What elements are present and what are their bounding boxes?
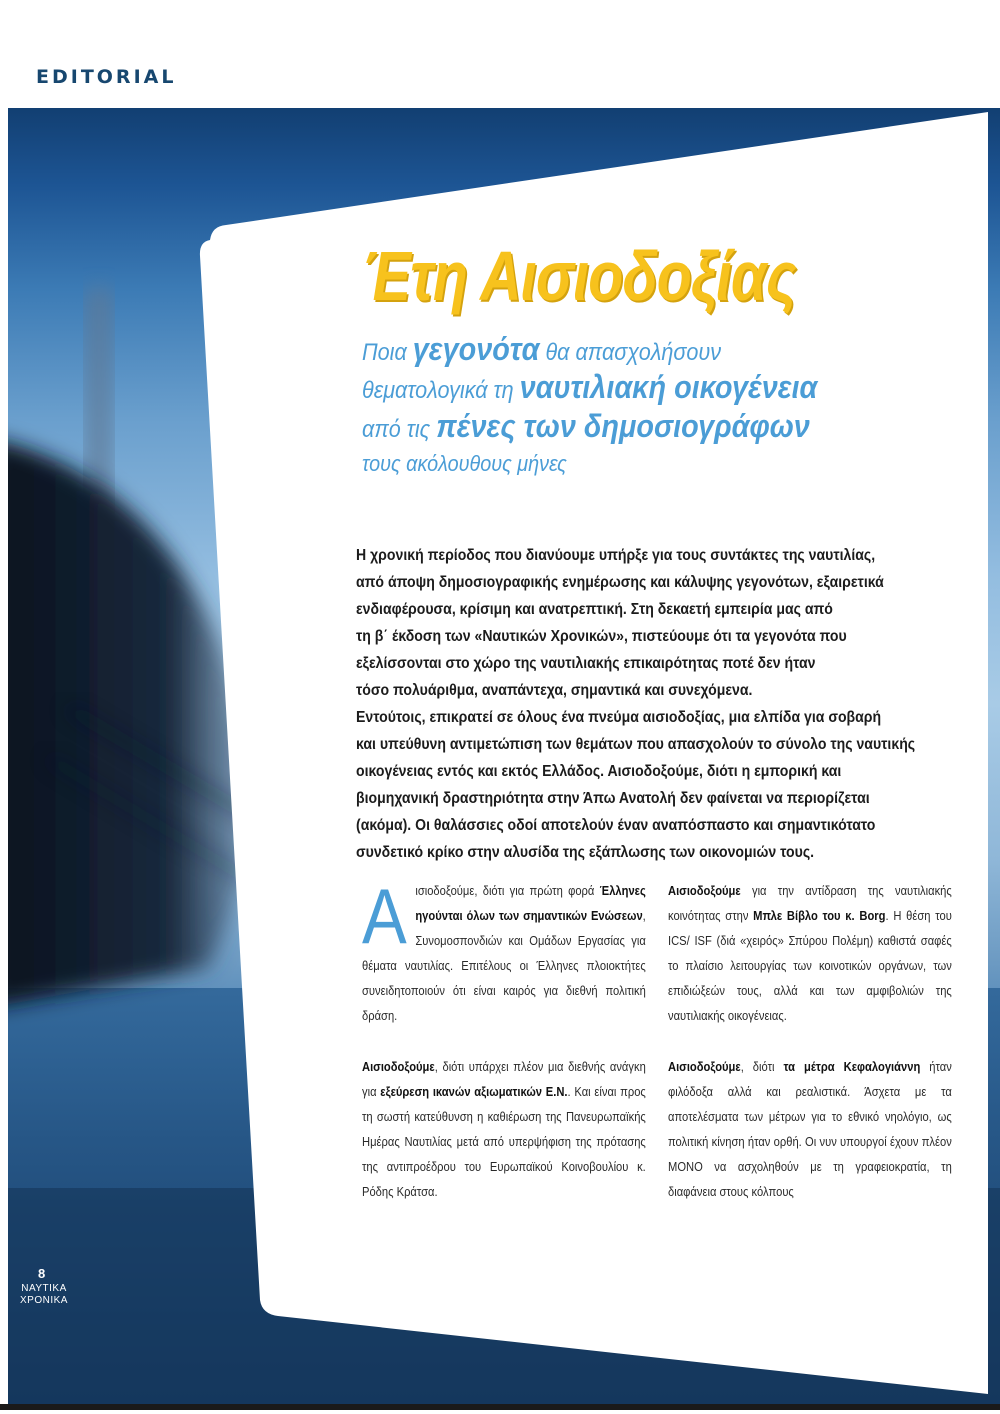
magazine-name	[18, 1283, 70, 1307]
paragraph-emphasis: Αισιοδοξούμε	[362, 1059, 435, 1074]
subtitle-text: θεματολογικά τη	[362, 377, 520, 404]
paragraph-text: , διότι	[740, 1059, 784, 1074]
article-subtitle	[362, 332, 830, 480]
right-paragraph-2	[668, 1054, 952, 1204]
magazine-name-line-1: ΝΑΥΤΙΚΑ	[21, 1283, 67, 1294]
subtitle-text: από τις	[362, 416, 437, 443]
paragraph-text: , Συνομοσπονδιών και Ομάδων Εργασίας για θέματα ναυτιλίας. Επιτέλους οι Έλληνες πλοιοκτήτες συνειδητοποιούν ότι είναι καιρός για διεθνή πολιτική δράση.	[362, 908, 646, 1023]
intro-line: τόσο πολυάριθμα, αναπάντεχα, σημαντικά και συνεχόμενα.	[356, 682, 753, 699]
left-paragraph-2	[362, 1054, 646, 1204]
subtitle-text: θα απασχολήσουν	[539, 339, 722, 366]
article-title: Έτη Αισιοδοξίας	[362, 237, 796, 315]
right-column	[668, 878, 952, 1230]
paragraph-text: , διότι υπάρχει πλέον μια διεθνής ανάγκη για	[362, 1059, 646, 1099]
paragraph-emphasis: Μπλε Βίβλο του κ. Borg	[753, 908, 886, 923]
paragraph-text: . Και είναι προς τη σωστή κατεύθυνση η καθιέρωση της Πανευρωπαϊκής Ημέρας Ναυτιλίας μετά από υπερψήφιση της πρότασης της αντιπροέδρου του Ευρωπαϊκού Κοινοβουλίου κ. Ρόδης Κράτσα.	[362, 1084, 646, 1199]
paragraph-emphasis: εξεύρεση ικανών αξιωματικών Ε.Ν.	[380, 1084, 568, 1099]
subtitle-line-1	[362, 332, 830, 370]
paragraph-emphasis: τα μέτρα Κεφαλογιάννη	[783, 1059, 921, 1074]
paragraph-text: για την αντίδραση της ναυτιλιακής κοινότητας στην	[668, 883, 952, 923]
page-number: 8	[38, 1266, 46, 1281]
left-paragraph-1	[362, 872, 646, 1028]
paragraph-text: ήταν φιλόδοξα αλλά και ρεαλιστικά. Άσχετα με τα αποτελέσματα των μέτρων για το εθνικό νηολόγιο, ως πολιτική κίνηση ήταν ορθή. Οι νυν υπουργοί έχουν πλέον ΜΟΝΟ να ασχοληθούν με τη γραφειοκρατία, τη διαφάνεια στους κόλπους	[668, 1059, 952, 1199]
subtitle-line-4: τους ακόλουθους μήνες	[362, 451, 567, 476]
paragraph-emphasis: Αισιοδοξούμε	[668, 883, 741, 898]
intro-line: ενδιαφέρουσα, κρίσιμη και ανατρεπτική. Στη δεκαετή εμπειρία μας από	[356, 601, 833, 618]
intro-paragraph	[356, 542, 916, 866]
intro-line: τη β΄ έκδοση των «Ναυτικών Χρονικών», πιστεύουμε ότι τα γεγονότα που	[356, 628, 847, 645]
subtitle-emphasis: ναυτιλιακή οικογένεια	[519, 369, 818, 405]
subtitle-text: Ποια	[362, 339, 413, 366]
intro-line: συνδετικό κρίκο στην αλυσίδα της εξάπλωσης των οικονομιών τους.	[356, 844, 815, 861]
left-column	[362, 872, 646, 1230]
intro-line: οικογένειας εντός και εκτός Ελλάδος. Αισιοδοξούμε, διότι η εμπορική και	[356, 763, 842, 780]
intro-line: από άποψη δημοσιογραφικής ενημέρωσης και κάλυψης γεγονότων, εξαιρετικά	[356, 574, 884, 591]
intro-line: εξελίσσονται στο χώρο της ναυτιλιακής επικαιρότητας ποτέ δεν ήταν	[356, 655, 816, 672]
paragraph-text: ισιοδοξούμε, διότι για πρώτη φορά	[415, 883, 600, 898]
intro-line: Εντούτοις, επικρατεί σε όλους ένα πνεύμα αισιοδοξίας, μια ελπίδα για σοβαρή	[356, 709, 882, 726]
paragraph-emphasis: Έλληνες ηγούνται όλων των σημαντικών Ενώσεων	[415, 883, 646, 923]
intro-line: βιομηχανική δραστηριότητα στην Άπω Ανατολή δεν φαίνεται να περιορίζεται	[356, 790, 870, 807]
section-label: EDITORIAL	[36, 66, 177, 88]
intro-line: (ακόμα). Οι θαλάσσιες οδοί αποτελούν έναν αναπόσπαστο και σημαντικότατο	[356, 817, 876, 834]
magazine-name-line-2: ΧΡΟΝΙΚΑ	[20, 1295, 68, 1306]
subtitle-line-3	[362, 408, 830, 448]
paragraph-text: . Η θέση του ICS/ ISF (διά «χειρός» Σπύρου Πολέμη) καθιστά σαφές το πλαίσιο λειτουργίας των κοινοτικών οργάνων, των επιδιώξεών τους, αλλά και των αμφιβολιών της ναυτιλιακής οικογένειας.	[668, 908, 952, 1023]
subtitle-emphasis: πένες των δημοσιογράφων	[436, 408, 810, 444]
intro-line: και υπεύθυνη αντιμετώπιση των θεμάτων που απασχολούν το σύνολο της ναυτικής	[356, 736, 916, 753]
paragraph-emphasis: Αισιοδοξούμε	[668, 1059, 741, 1074]
bottom-rule	[0, 1404, 1000, 1410]
subtitle-emphasis: γεγονότα	[412, 331, 540, 367]
subtitle-line-2	[362, 370, 830, 408]
intro-line: Η χρονική περίοδος που διανύουμε υπήρξε για τους συντάκτες της ναυτιλίας,	[356, 547, 876, 564]
drop-cap: Α	[362, 872, 407, 960]
right-paragraph-1	[668, 878, 952, 1028]
